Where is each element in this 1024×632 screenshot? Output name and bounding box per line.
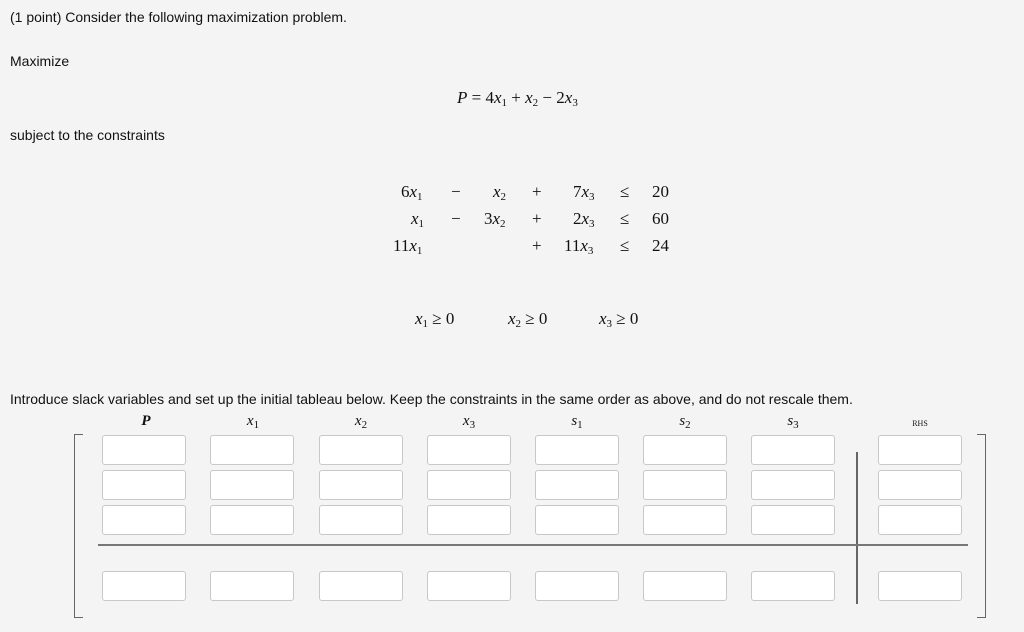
cell-r2-rhs[interactable] — [878, 470, 962, 500]
cell-r1-p[interactable] — [102, 435, 186, 465]
constraint-1-rhs: 20 — [652, 182, 669, 201]
cell-r3-x2[interactable] — [319, 505, 403, 535]
cell-r1-x3[interactable] — [427, 435, 511, 465]
constraint-2-op-a: − — [451, 209, 461, 228]
cell-r1-s2[interactable] — [643, 435, 727, 465]
constraint-3-term-x3: $11x_3$ — [564, 236, 594, 257]
nonneg-x1: $x_1 \ge 0$ — [415, 309, 455, 330]
constraint-3-op-b: + — [532, 236, 542, 255]
nonneg-x2: $x_2 \ge 0$ — [508, 309, 548, 330]
cell-r4-x1[interactable] — [210, 571, 294, 601]
cell-r4-p[interactable] — [102, 571, 186, 601]
cell-r1-s1[interactable] — [535, 435, 619, 465]
cell-r2-s3[interactable] — [751, 470, 835, 500]
cell-r3-s3[interactable] — [751, 505, 835, 535]
constraint-2-relation: ≤ — [620, 209, 630, 228]
header-s2: $s_2$ — [679, 413, 691, 431]
objective-function: $P = 4x_1 + x_2 - 2x_3$ — [457, 88, 578, 109]
constraint-2-rhs: 60 — [652, 209, 669, 228]
problem-intro: (1 point) Consider the following maximization problem. — [10, 9, 347, 25]
cell-r4-s3[interactable] — [751, 571, 835, 601]
constraint-1-op-b: + — [532, 182, 542, 201]
header-rhs: RHS — [912, 419, 928, 428]
cell-r3-rhs[interactable] — [878, 505, 962, 535]
cell-r3-x1[interactable] — [210, 505, 294, 535]
cell-r4-s2[interactable] — [643, 571, 727, 601]
cell-r3-s1[interactable] — [535, 505, 619, 535]
constraint-2-term-x3: $2x_3$ — [573, 209, 595, 230]
objective-row-divider-line — [98, 544, 968, 546]
cell-r3-s2[interactable] — [643, 505, 727, 535]
cell-r2-s1[interactable] — [535, 470, 619, 500]
constraint-2-term-x2: $3x_2$ — [484, 209, 506, 230]
header-x2: $x_2$ — [354, 413, 368, 431]
constraint-3-rhs: 24 — [652, 236, 669, 255]
cell-r2-p[interactable] — [102, 470, 186, 500]
header-p: P — [141, 413, 151, 429]
constraint-1-term-x2: $x_2$ — [493, 182, 507, 203]
cell-r1-s3[interactable] — [751, 435, 835, 465]
cell-r1-rhs[interactable] — [878, 435, 962, 465]
cell-r4-x3[interactable] — [427, 571, 511, 601]
header-x1: $x_1$ — [246, 413, 260, 431]
tableau-instructions: Introduce slack variables and set up the initial tableau below. Keep the constraints in the same order as above, and do not rescale them. — [10, 391, 853, 407]
constraint-2-op-b: + — [532, 209, 542, 228]
cell-r3-x3[interactable] — [427, 505, 511, 535]
constraint-1-term-x1: $6x_1$ — [401, 182, 423, 203]
constraint-2-term-x1: $x_1$ — [411, 209, 425, 230]
header-x3: $x_3$ — [462, 413, 476, 431]
header-s1: $s_1$ — [571, 413, 583, 431]
nonneg-x3: $x_3 \ge 0$ — [599, 309, 639, 330]
cell-r3-p[interactable] — [102, 505, 186, 535]
header-s3: $s_3$ — [787, 413, 799, 431]
rhs-divider-line — [856, 452, 858, 604]
cell-r1-x2[interactable] — [319, 435, 403, 465]
cell-r2-s2[interactable] — [643, 470, 727, 500]
cell-r4-x2[interactable] — [319, 571, 403, 601]
cell-r4-rhs[interactable] — [878, 571, 962, 601]
constraint-3-term-x1: $11x_1$ — [393, 236, 423, 257]
constraint-1-relation: ≤ — [620, 182, 630, 201]
constraint-3-relation: ≤ — [620, 236, 630, 255]
maximize-label: Maximize — [10, 53, 70, 69]
cell-r2-x2[interactable] — [319, 470, 403, 500]
constraint-1-op-a: − — [451, 182, 461, 201]
subject-to-label: subject to the constraints — [10, 127, 165, 143]
cell-r1-x1[interactable] — [210, 435, 294, 465]
constraint-1-term-x3: $7x_3$ — [573, 182, 595, 203]
cell-r4-s1[interactable] — [535, 571, 619, 601]
cell-r2-x3[interactable] — [427, 470, 511, 500]
cell-r2-x1[interactable] — [210, 470, 294, 500]
